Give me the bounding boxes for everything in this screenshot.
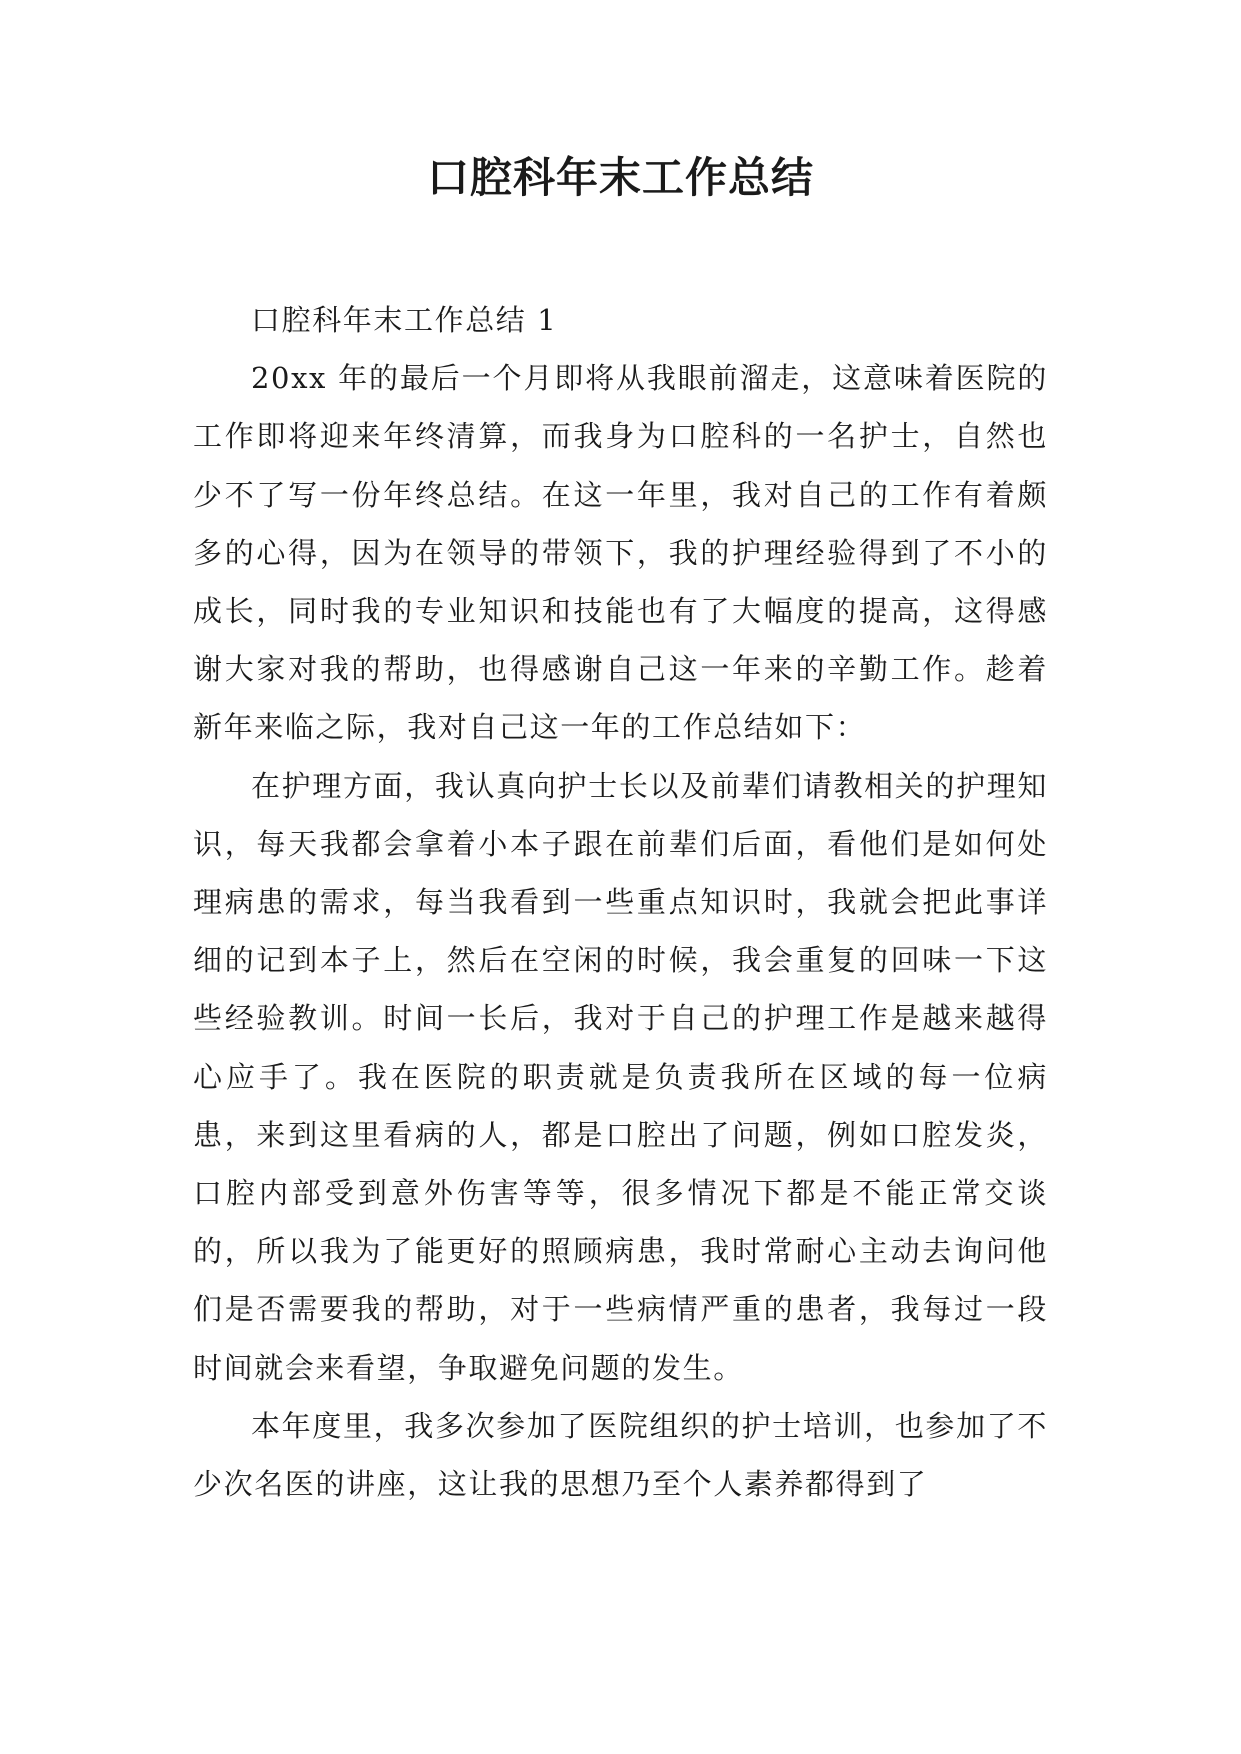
paragraph-nursing: 在护理方面，我认真向护士长以及前辈们请教相关的护理知识，每天我都会拿着小本子跟在前辈们后面，看他们是如何处理病患的需求，每当我看到一些重点知识时，我就会把此事详细的记到本子上，然后在空闲的时候，我会重复的回味一下这些经验教训。时间一长后，我对于自己的护理工作是越来越得心应手了。我在医院的职责就是负责我所在区域的每一位病患，来到这里看病的人，都是口腔出了问题，例如口腔发炎，口腔内部受到意外伤害等等，很多情况下都是不能正常交谈的，所以我为了能更好的照顾病患，我时常耐心主动去询问他们是否需要我的帮助，对于一些病情严重的患者，我每过一段时间就会来看望，争取避免问题的发生。 [193, 768, 1048, 1385]
section-heading: 口腔科年末工作总结 1 [251, 303, 558, 337]
paragraph-intro: 20xx 年的最后一个月即将从我眼前溜走，这意味着医院的工作即将迎来年终清算，而我身为口腔科的一名护士，自然也少不了写一份年终总结。在这一年里，我对自己的工作有着颇多的心得，因为在领导的带领下，我的护理经验得到了不小的成长，同时我的专业知识和技能也有了大幅度的提高，这得感谢大家对我的帮助，也得感谢自己这一年来的辛勤工作。趁着新年来临之际，我对自己这一年的工作总结如下： [193, 361, 1048, 745]
document-title: 口腔科年末工作总结 [426, 153, 814, 202]
paragraph-training: 本年度里，我多次参加了医院组织的护士培训，也参加了不少次名医的讲座，这让我的思想乃至个人素养都得到了 [193, 1408, 1048, 1502]
document-body [193, 291, 1048, 1513]
